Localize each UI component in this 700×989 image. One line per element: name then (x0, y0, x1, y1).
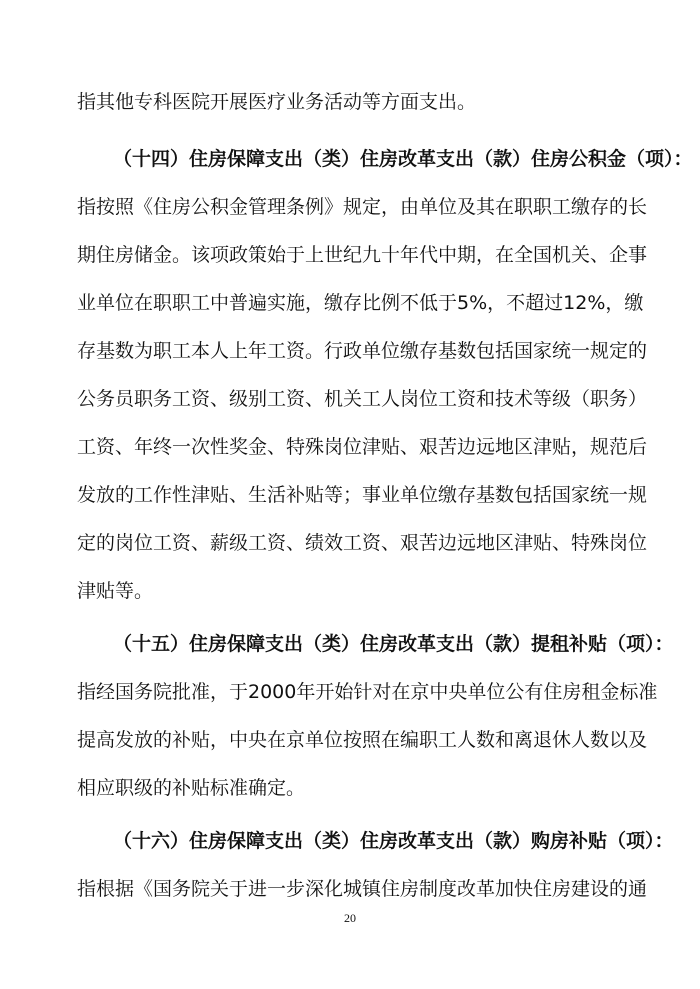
text-line: 公务员职务工资、级别工资、机关工人岗位工资和技术等级（职务） (77, 388, 648, 410)
text-line: 发放的工作性津贴、生活补贴等；事业单位缴存基数包括国家统一规 (77, 484, 648, 506)
page-number: 20 (344, 911, 356, 925)
text-line: 期住房储金。该项政策始于上世纪九十年代中期，在全国机关、企事 (77, 244, 648, 266)
text-line: 定的岗位工资、薪级工资、绩效工资、艰苦边远地区津贴、特殊岗位 (77, 532, 648, 554)
text-line: 业单位在职职工中普遍实施，缴存比例不低于5%，不超过12%，缴 (77, 292, 644, 314)
section-heading-15: （十五）住房保障支出（类）住房改革支出（款）提租补贴（项）： (113, 633, 674, 655)
text-line: 提高发放的补贴，中央在京单位按照在编职工人数和离退休人数以及 (77, 729, 648, 751)
text-line: 指其他专科医院开展医疗业务活动等方面支出。 (77, 91, 477, 113)
text-line: 工资、年终一次性奖金、特殊岗位津贴、艰苦边远地区津贴，规范后 (77, 436, 648, 458)
text-line: 津贴等。 (77, 580, 154, 602)
text-line: 指根据《国务院关于进一步深化城镇住房制度改革加快住房建设的通 (77, 878, 648, 900)
text-line: 相应职级的补贴标准确定。 (77, 777, 306, 799)
text-line: 指经国务院批准，于2000年开始针对在京中央单位公有住房租金标准 (77, 681, 658, 703)
text-line: 存基数为职工本人上年工资。行政单位缴存基数包括国家统一规定的 (77, 340, 648, 362)
text-line: 指按照《住房公积金管理条例》规定，由单位及其在职职工缴存的长 (77, 196, 648, 218)
section-heading-14: （十四）住房保障支出（类）住房改革支出（款）住房公积金（项）： (113, 148, 693, 170)
section-heading-16: （十六）住房保障支出（类）住房改革支出（款）购房补贴（项）： (113, 830, 674, 852)
